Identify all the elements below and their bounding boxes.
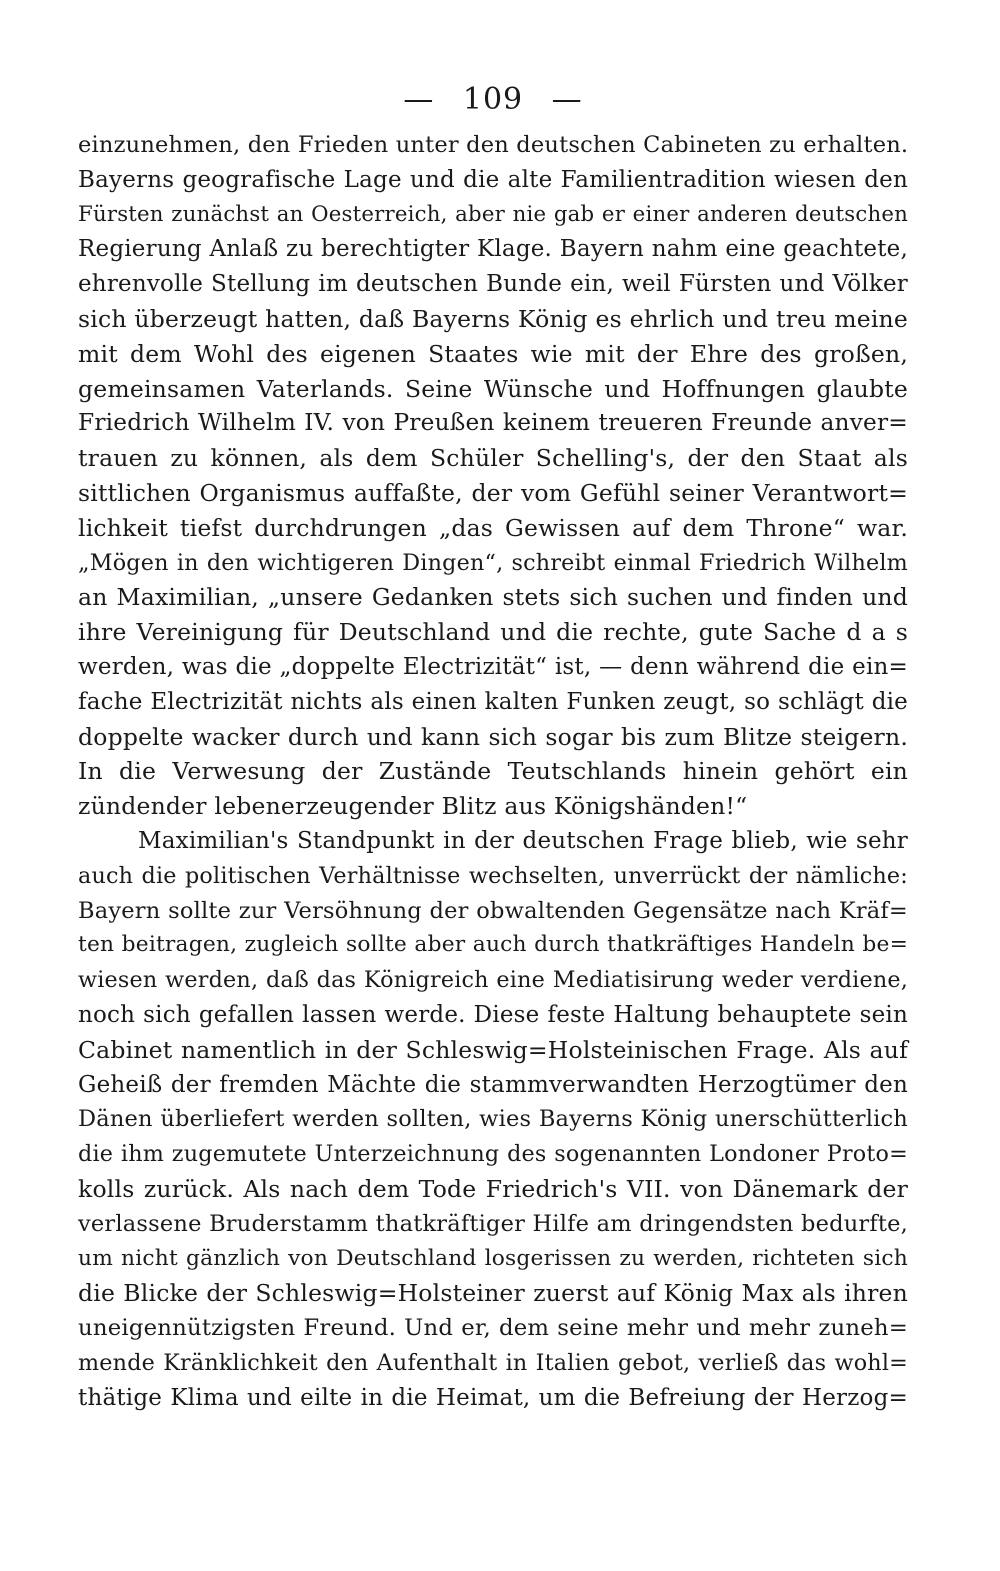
text-line: Cabinet namentlich in der Schleswig=Holsteinischen Frage. Als auf xyxy=(78,1035,908,1064)
text-line: Friedrich Wilhelm IV. von Preußen keinem treueren Freunde anver= xyxy=(78,409,908,437)
text-line: um nicht gänzlich von Deutschland losgerissen zu werden, richteten sich xyxy=(78,1245,908,1271)
paragraph-1 xyxy=(78,128,908,824)
text-line: ihre Vereinigung für Deutschland und die rechte, gute Sache d a s xyxy=(78,618,908,647)
text-line: „Mögen in den wichtigeren Dingen“, schreibt einmal Friedrich Wilhelm xyxy=(78,549,908,576)
text-line: an Maximilian, „unsere Gedanken stets sich suchen und finden und xyxy=(78,583,908,612)
page-header xyxy=(78,78,908,128)
text-line: trauen zu können, als dem Schüler Schelling's, der den Staat als xyxy=(78,444,908,473)
page-body xyxy=(78,78,908,1415)
text-line: die ihm zugemutete Unterzeichnung des sogenannten Londoner Proto= xyxy=(78,1141,908,1168)
text-line: verlassene Bruderstamm thatkräftiger Hilfe am dringendsten bedurfte, xyxy=(78,1210,908,1237)
text-line: fache Electrizität nichts als einen kalten Funken zeugt, so schlägt die xyxy=(78,688,908,715)
text-line: die Blicke der Schleswig=Holsteiner zuerst auf König Max als ihren xyxy=(78,1279,908,1308)
text-line: mende Kränklichkeit den Aufenthalt in Italien gebot, verließ das wohl= xyxy=(78,1349,908,1376)
header-dash-right: — xyxy=(551,82,583,117)
text-line: Fürsten zunächst an Oesterreich, aber nie gab er einer anderen deutschen xyxy=(78,201,908,227)
text-line: sittlichen Organismus auffaßte, der vom Gefühl seiner Verantwort= xyxy=(78,478,908,507)
text-line: doppelte wacker durch und kann sich sogar bis zum Blitze steigern. xyxy=(78,722,908,751)
page-number: 109 xyxy=(462,82,524,117)
text-line: Dänen überliefert werden sollten, wies Bayerns König unerschütterlich xyxy=(78,1106,908,1133)
text-line: sich überzeugt hatten, daß Bayerns König es ehrlich und treu meine xyxy=(78,304,908,333)
text-line: kolls zurück. Als nach dem Tode Friedrich's VII. von Dänemark der xyxy=(78,1174,908,1203)
text-line: auch die politischen Verhältnisse wechselten, unverrückt der nämliche: xyxy=(78,862,908,889)
text-line: In die Verwesung der Zustände Teutschlands hinein gehört ein xyxy=(78,757,908,786)
text-line: werden, was die „doppelte Electrizität“ ist, — denn während die ein= xyxy=(78,653,908,680)
text-line: mit dem Wohl des eigenen Staates wie mit der Ehre des großen, xyxy=(78,339,908,368)
text-line: thätige Klima und eilte in die Heimat, um die Befreiung der Herzog= xyxy=(78,1384,908,1411)
text-line: lichkeit tiefst durchdrungen „das Gewissen auf dem Throne“ war. xyxy=(78,513,908,542)
text-line: Geheiß der fremden Mächte die stammverwandten Herzogtümer den xyxy=(78,1071,908,1098)
paragraph-2 xyxy=(78,824,908,1416)
text-body xyxy=(78,128,908,1415)
text-line: Maximilian's Standpunkt in der deutschen Frage blieb, wie sehr xyxy=(138,827,908,854)
text-line: Regierung Anlaß zu berechtigter Klage. Bayern nahm eine geachtete, xyxy=(78,236,908,263)
text-line: ehrenvolle Stellung im deutschen Bunde ein, weil Fürsten und Völker xyxy=(78,271,908,298)
text-line: Bayern sollte zur Versöhnung der obwaltenden Gegensätze nach Kräf= xyxy=(78,897,908,924)
header-dash-left: — xyxy=(403,82,435,117)
text-line: gemeinsamen Vaterlands. Seine Wünsche und Hoffnungen glaubte xyxy=(78,374,908,403)
text-line: wiesen werden, daß das Königreich eine Mediatisirung weder verdiene, xyxy=(78,967,908,994)
text-line: uneigennützigsten Freund. Und er, dem seine mehr und mehr zuneh= xyxy=(78,1315,908,1342)
text-line: einzunehmen, den Frieden unter den deutschen Cabineten zu erhalten. xyxy=(78,132,909,158)
text-line: zündender lebenerzeugender Blitz aus Königshänden!“ xyxy=(78,792,748,821)
text-line: noch sich gefallen lassen werde. Diese feste Haltung behauptete sein xyxy=(78,1001,908,1028)
text-line: Bayerns geografische Lage und die alte Familientradition wiesen den xyxy=(78,166,908,193)
text-line: ten beitragen, zugleich sollte aber auch durch thatkräftiges Handeln be= xyxy=(78,932,908,958)
